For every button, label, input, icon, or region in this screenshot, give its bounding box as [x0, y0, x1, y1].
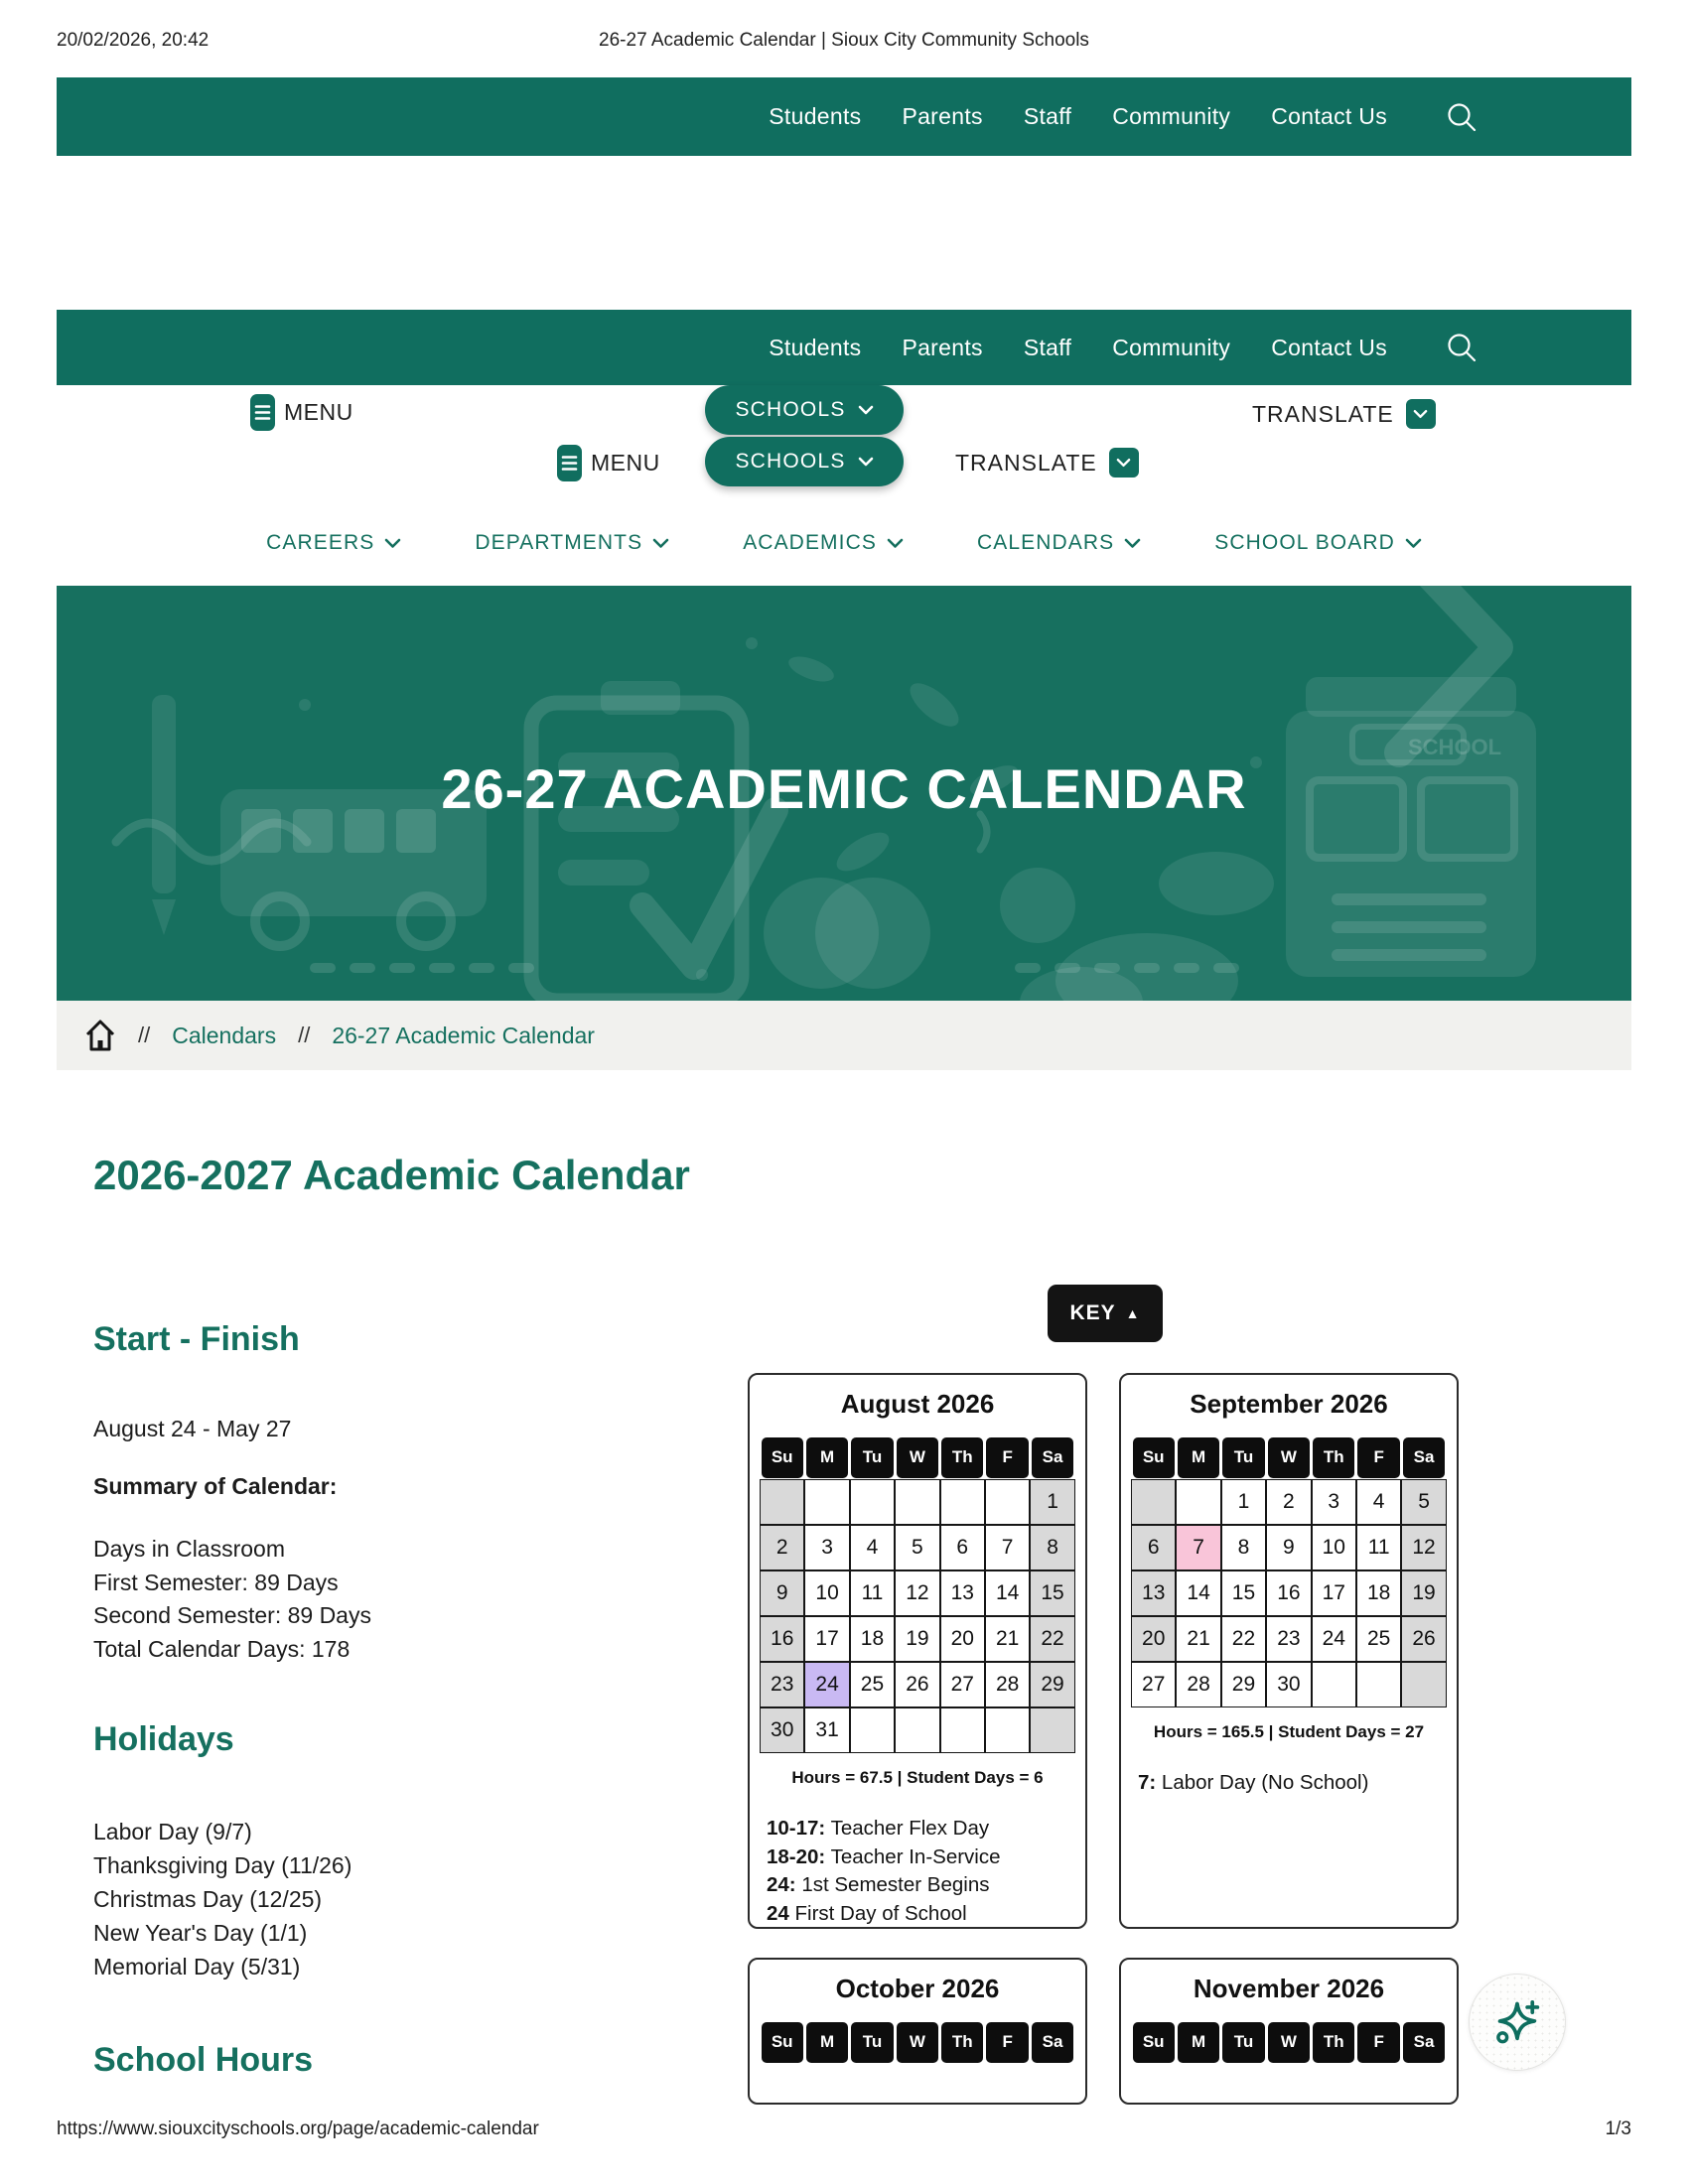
date-cell: 25 [850, 1662, 895, 1707]
date-cell: 19 [1401, 1570, 1446, 1616]
weekday-cell: Tu [851, 1437, 893, 1478]
date-cell: 25 [1356, 1616, 1401, 1662]
date-cell [850, 1479, 895, 1525]
date-cell: 8 [1030, 1525, 1074, 1570]
date-cell [940, 1479, 985, 1525]
date-cell: 5 [1401, 1479, 1446, 1525]
date-cell: 20 [1131, 1616, 1176, 1662]
section-heading-holidays: Holidays [93, 1720, 234, 1758]
date-cell: 27 [940, 1662, 985, 1707]
nav-link-parents[interactable]: Parents [902, 103, 983, 129]
date-cell [895, 1479, 939, 1525]
date-cell: 11 [1356, 1525, 1401, 1570]
secondary-nav-label: CAREERS [266, 531, 375, 554]
weekday-cell: Tu [851, 2022, 893, 2063]
translate-chevron-box [1109, 448, 1139, 478]
date-cell: 10 [804, 1570, 849, 1616]
date-cell: 28 [985, 1662, 1030, 1707]
date-cell: 27 [1131, 1662, 1176, 1707]
top-nav-bar-1 [57, 77, 1631, 156]
date-cell: 18 [1356, 1570, 1401, 1616]
weekday-cell: Tu [1222, 1437, 1264, 1478]
page-title: 2026-2027 Academic Calendar [93, 1152, 690, 1198]
secondary-nav-label: CALENDARS [976, 531, 1115, 554]
date-cell: 3 [804, 1525, 849, 1570]
month-note: 10-17: Teacher Flex Day [767, 1817, 990, 1840]
date-cell [1356, 1662, 1401, 1707]
calendar-card-october [748, 1958, 1087, 2105]
weekday-header-row [1131, 1435, 1447, 1479]
calendar-card-september [1119, 1373, 1459, 1929]
menu-button[interactable] [250, 394, 353, 431]
schools-label: SCHOOLS [735, 450, 846, 473]
key-toggle-button[interactable] [1048, 1285, 1163, 1342]
date-cell [985, 1479, 1030, 1525]
print-header-title: 26-27 Academic Calendar | Sioux City Community Schools [599, 30, 1089, 51]
date-cell: 1 [1030, 1479, 1074, 1525]
weekday-cell: Th [941, 1437, 983, 1478]
weekday-cell: Th [1313, 2022, 1354, 2063]
secondary-nav-calendars[interactable] [977, 531, 1141, 555]
summary-line: First Semester: 89 Days [93, 1569, 339, 1595]
breadcrumb-separator: // [138, 1023, 151, 1047]
weekday-cell: F [986, 2022, 1028, 2063]
month-notes [1138, 1769, 1457, 1798]
date-cell: 16 [760, 1616, 804, 1662]
menu-button[interactable] [557, 445, 660, 481]
calendar-card-august [748, 1373, 1087, 1929]
date-cell: 3 [1312, 1479, 1356, 1525]
date-cell: 7 [1176, 1525, 1220, 1570]
date-cell: 23 [1266, 1616, 1311, 1662]
holiday-item: Memorial Day (5/31) [93, 1954, 301, 1979]
date-cell [985, 1707, 1030, 1753]
summary-line: Days in Classroom [93, 1536, 285, 1562]
sparkle-icon [1493, 1998, 1541, 2046]
date-cell [804, 1479, 849, 1525]
date-cell: 16 [1266, 1570, 1311, 1616]
nav-link-contact-us[interactable]: Contact Us [1271, 103, 1387, 129]
date-cell: 21 [985, 1616, 1030, 1662]
summary-line: Total Calendar Days: 178 [93, 1635, 351, 1662]
date-cell: 1 [1221, 1479, 1266, 1525]
weekday-header-row [760, 1435, 1075, 1479]
weekday-cell: M [1178, 1437, 1219, 1478]
date-cell [1312, 1662, 1356, 1707]
date-cell: 12 [895, 1570, 939, 1616]
date-cell [850, 1707, 895, 1753]
holiday-item: Labor Day (9/7) [93, 1819, 252, 1844]
search-icon[interactable] [1446, 332, 1477, 363]
date-cell: 31 [804, 1707, 849, 1753]
date-cell: 19 [895, 1616, 939, 1662]
hero-title: 26-27 ACADEMIC CALENDAR [441, 757, 1247, 820]
date-cell [895, 1707, 939, 1753]
schools-label: SCHOOLS [735, 398, 846, 421]
nav-link-community[interactable]: Community [1112, 103, 1231, 129]
weekday-cell: W [897, 2022, 938, 2063]
breadcrumb-link-current[interactable]: 26-27 Academic Calendar [332, 1022, 595, 1048]
date-cell: 12 [1401, 1525, 1446, 1570]
search-icon[interactable] [1446, 101, 1477, 133]
weekday-cell: Sa [1032, 2022, 1073, 2063]
chevron-down-icon [1405, 538, 1422, 549]
weekday-cell: W [1268, 1437, 1310, 1478]
date-grid [760, 1479, 1075, 1753]
weekday-cell: Sa [1403, 1437, 1445, 1478]
month-stats: Hours = 165.5 | Student Days = 27 [1153, 1722, 1425, 1741]
holiday-item: New Year's Day (1/1) [93, 1920, 308, 1946]
secondary-nav [57, 518, 1631, 568]
month-title: November 2026 [1193, 1974, 1385, 2003]
weekday-cell: Su [762, 1437, 803, 1478]
date-cell: 13 [1131, 1570, 1176, 1616]
date-cell [1176, 1479, 1220, 1525]
schools-dropdown[interactable] [705, 437, 904, 486]
chevron-down-icon [1124, 538, 1141, 549]
weekday-cell: Tu [1222, 2022, 1264, 2063]
date-cell: 14 [1176, 1570, 1220, 1616]
month-note: 24 First Day of School [767, 1901, 967, 1925]
month-title: August 2026 [840, 1389, 995, 1419]
date-cell: 22 [1221, 1616, 1266, 1662]
secondary-nav-careers[interactable] [266, 531, 401, 555]
date-cell: 21 [1176, 1616, 1220, 1662]
nav-link-staff[interactable]: Staff [1023, 334, 1072, 360]
nav-link-staff[interactable]: Staff [1023, 103, 1072, 129]
secondary-nav-academics[interactable] [743, 531, 904, 555]
secondary-nav-departments[interactable] [475, 531, 669, 555]
weekday-cell: Th [1313, 1437, 1354, 1478]
date-cell: 2 [760, 1525, 804, 1570]
secondary-nav-school-board[interactable] [1214, 531, 1422, 555]
date-cell: 8 [1221, 1525, 1266, 1570]
secondary-nav-label: SCHOOL BOARD [1214, 531, 1395, 554]
summary-lines [93, 1533, 371, 1666]
month-stats: Hours = 67.5 | Student Days = 6 [791, 1768, 1044, 1787]
secondary-nav-label: ACADEMICS [743, 531, 877, 554]
date-cell: 11 [850, 1570, 895, 1616]
month-note: 7: Labor Day (No School) [1138, 1771, 1369, 1794]
weekday-cell: W [897, 1437, 938, 1478]
chevron-down-icon [858, 405, 874, 415]
print-header-datetime: 20/02/2026, 20:42 [57, 30, 210, 51]
weekday-cell: F [986, 1437, 1028, 1478]
translate-dropdown[interactable] [955, 448, 1139, 478]
translate-dropdown[interactable] [1252, 399, 1436, 429]
date-cell: 9 [1266, 1525, 1311, 1570]
holiday-item: Christmas Day (12/25) [93, 1886, 323, 1912]
date-cell: 15 [1030, 1570, 1074, 1616]
date-cell: 10 [1312, 1525, 1356, 1570]
date-cell [1401, 1662, 1446, 1707]
nav-link-students[interactable]: Students [769, 103, 862, 129]
breadcrumb-separator: // [298, 1023, 311, 1047]
chevron-down-icon [887, 538, 904, 549]
top-nav-bar-2 [57, 310, 1631, 385]
month-title: October 2026 [835, 1974, 1000, 2003]
month-title: September 2026 [1190, 1389, 1388, 1419]
date-cell: 6 [1131, 1525, 1176, 1570]
home-icon[interactable] [84, 1018, 116, 1053]
weekday-header-row [1131, 2020, 1447, 2064]
date-cell: 14 [985, 1570, 1030, 1616]
date-cell: 13 [940, 1570, 985, 1616]
date-cell: 29 [1221, 1662, 1266, 1707]
weekday-cell: F [1357, 2022, 1399, 2063]
hamburger-icon [250, 394, 275, 431]
date-cell [1030, 1707, 1074, 1753]
chevron-down-icon [858, 457, 874, 467]
assistant-button[interactable] [1469, 1974, 1566, 2071]
nav-link-contact-us[interactable]: Contact Us [1271, 334, 1387, 360]
date-cell: 26 [895, 1662, 939, 1707]
section-heading-start-finish: Start - Finish [93, 1320, 300, 1358]
hero-banner [57, 586, 1631, 1001]
date-grid [1131, 1479, 1447, 1707]
date-cell [940, 1707, 985, 1753]
month-note: 24: 1st Semester Begins [767, 1873, 990, 1896]
chevron-down-icon [1116, 458, 1131, 468]
weekday-cell: Su [1133, 1437, 1175, 1478]
menu-label: MENU [284, 399, 353, 425]
date-cell: 7 [985, 1525, 1030, 1570]
month-note: 18-20: Teacher In-Service [767, 1844, 1001, 1868]
weekday-cell: Su [762, 2022, 803, 2063]
date-cell: 24 [1312, 1616, 1356, 1662]
month-notes [767, 1815, 1085, 1928]
hamburger-icon [557, 445, 582, 481]
holiday-item: Thanksgiving Day (11/26) [93, 1852, 352, 1878]
key-label: KEY [1069, 1301, 1116, 1324]
translate-chevron-box [1406, 399, 1436, 429]
weekday-cell: Sa [1032, 1437, 1073, 1478]
secondary-nav-label: DEPARTMENTS [475, 531, 643, 554]
chevron-down-icon [652, 538, 669, 549]
weekday-cell: F [1357, 1437, 1399, 1478]
date-range: August 24 - May 27 [93, 1416, 292, 1441]
date-cell: 9 [760, 1570, 804, 1616]
chevron-down-icon [384, 538, 401, 549]
weekday-header-row [760, 2020, 1075, 2064]
summary-line: Second Semester: 89 Days [93, 1602, 371, 1628]
chevron-down-icon [1413, 409, 1428, 419]
date-cell: 4 [1356, 1479, 1401, 1525]
translate-label: TRANSLATE [1252, 400, 1394, 427]
date-cell: 4 [850, 1525, 895, 1570]
summary-title: Summary of Calendar: [93, 1473, 338, 1499]
calendar-card-november [1119, 1958, 1459, 2105]
schools-dropdown[interactable] [705, 385, 904, 435]
translate-label: TRANSLATE [955, 449, 1097, 476]
triangle-up-icon: ▲ [1125, 1305, 1141, 1321]
date-cell [760, 1479, 804, 1525]
nav-link-parents[interactable]: Parents [902, 334, 983, 360]
breadcrumb-link-calendars[interactable]: Calendars [172, 1022, 277, 1048]
date-cell: 22 [1030, 1616, 1074, 1662]
date-cell: 5 [895, 1525, 939, 1570]
top-nav-links [769, 103, 1387, 130]
nav-link-students[interactable]: Students [769, 334, 862, 360]
date-cell: 30 [760, 1707, 804, 1753]
date-cell: 20 [940, 1616, 985, 1662]
holiday-list [93, 1815, 352, 1983]
weekday-cell: Su [1133, 2022, 1175, 2063]
date-cell: 2 [1266, 1479, 1311, 1525]
print-footer-page-number: 1/3 [1605, 2118, 1631, 2139]
date-cell: 30 [1266, 1662, 1311, 1707]
weekday-cell: W [1268, 2022, 1310, 2063]
date-cell: 23 [760, 1662, 804, 1707]
date-cell: 26 [1401, 1616, 1446, 1662]
weekday-cell: M [806, 2022, 848, 2063]
date-cell: 24 [804, 1662, 849, 1707]
print-footer-url: https://www.siouxcityschools.org/page/academic-calendar [57, 2118, 539, 2139]
date-cell: 28 [1176, 1662, 1220, 1707]
weekday-cell: Th [941, 2022, 983, 2063]
weekday-cell: M [806, 1437, 848, 1478]
weekday-cell: Sa [1403, 2022, 1445, 2063]
section-heading-school-hours: School Hours [93, 2041, 314, 2079]
date-cell: 18 [850, 1616, 895, 1662]
top-nav-links [769, 335, 1387, 361]
date-cell: 15 [1221, 1570, 1266, 1616]
date-cell: 17 [1312, 1570, 1356, 1616]
menu-label: MENU [591, 450, 660, 476]
date-cell: 29 [1030, 1662, 1074, 1707]
breadcrumb [57, 1001, 1631, 1070]
date-cell [1131, 1479, 1176, 1525]
hero-bus-sign-text: SCHOOL [1408, 735, 1502, 759]
weekday-cell: M [1178, 2022, 1219, 2063]
date-cell: 6 [940, 1525, 985, 1570]
nav-link-community[interactable]: Community [1112, 334, 1231, 360]
date-cell: 17 [804, 1616, 849, 1662]
